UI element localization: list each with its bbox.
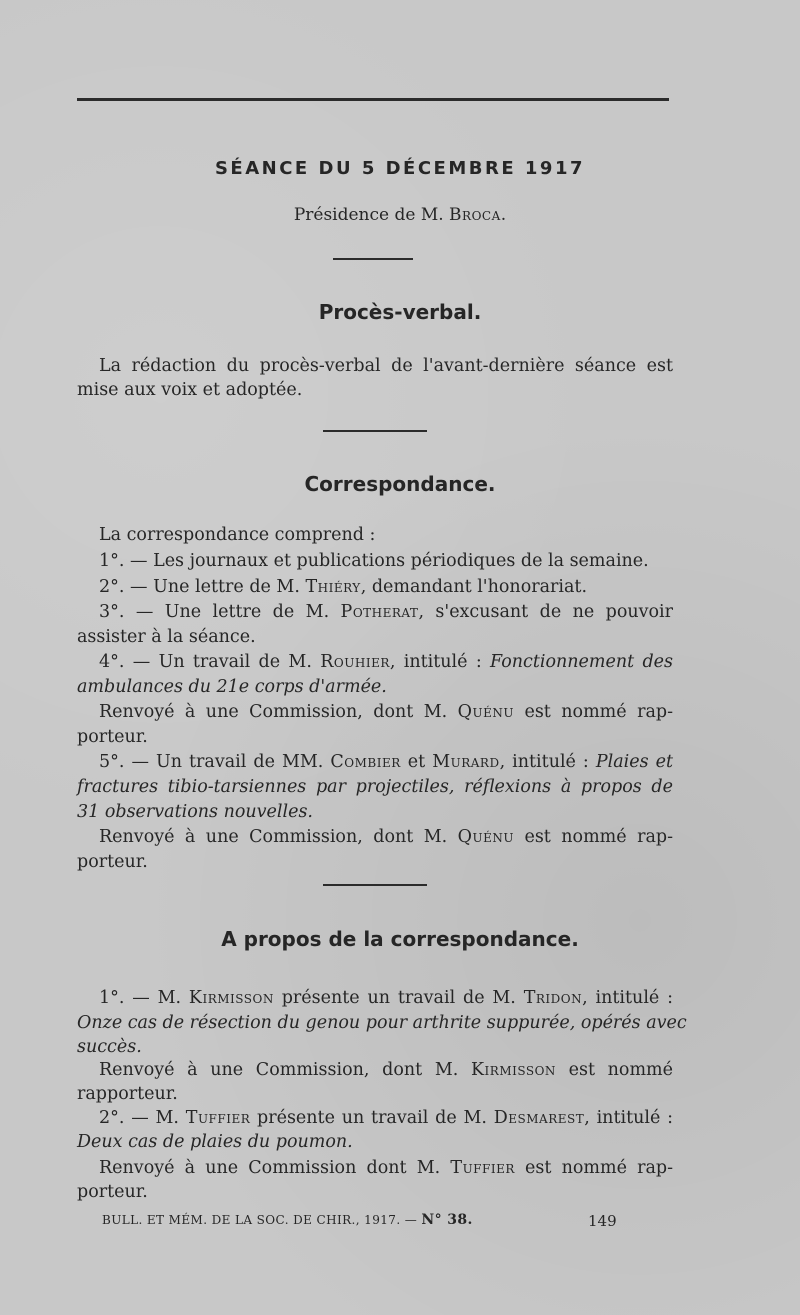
text-span: , demandant l'honorariat.	[360, 577, 588, 597]
person-name: Combier	[330, 752, 401, 772]
divider-rule	[333, 258, 413, 260]
text-span: , intitulé :	[499, 752, 596, 772]
text-span: est nommé rap-	[514, 1158, 674, 1178]
work-title: fractures tibio-tarsiennes par projectiles, réflexions à propos de	[77, 777, 673, 797]
page-footer	[102, 1212, 622, 1228]
correspondance-item-5	[99, 750, 673, 774]
correspondance-line	[99, 825, 673, 849]
person-name: Quénu	[457, 702, 515, 722]
person-name: Rouhier	[320, 652, 390, 672]
text-span: présente un travail de M.	[273, 988, 524, 1008]
divider-rule	[323, 430, 427, 432]
a-propos-line	[77, 1130, 673, 1154]
text-span: 3°. — Une lettre de M.	[99, 602, 341, 622]
text-span: , intitulé :	[582, 988, 673, 1008]
a-propos-line	[77, 1035, 673, 1059]
proces-verbal-line: mise aux voix et adoptée.	[77, 380, 303, 400]
person-name: Thiéry	[305, 577, 361, 597]
president-name: Broca	[449, 205, 501, 225]
correspondance-item-2	[99, 575, 673, 599]
text-span: est nommé	[555, 1060, 673, 1080]
person-name: Kirmisson	[470, 1060, 556, 1080]
proces-verbal-line: La rédaction du procès-verbal de l'avant-dernière séance est	[99, 356, 673, 376]
text-span: , intitulé :	[584, 1108, 673, 1128]
a-propos-line: rapporteur.	[77, 1084, 178, 1104]
a-propos-line	[99, 1058, 673, 1082]
presidence-suffix: .	[500, 205, 507, 225]
text-span: Renvoyé à une Commission, dont M.	[99, 1060, 471, 1080]
correspondance-line: porteur.	[77, 852, 148, 872]
person-name: Quénu	[457, 827, 515, 847]
presidence-line	[0, 205, 800, 225]
person-name: Potherat	[340, 602, 419, 622]
a-propos-item-2	[99, 1106, 673, 1130]
a-propos-line	[99, 1156, 673, 1180]
work-title: Deux cas de plaies du poumon.	[77, 1132, 353, 1152]
person-name: Desmarest	[493, 1108, 585, 1128]
page-number: 149	[588, 1212, 617, 1230]
text-span: Renvoyé à une Commission dont M.	[99, 1158, 451, 1178]
text-span: est nommé rap-	[514, 827, 674, 847]
correspondance-line	[77, 800, 673, 824]
text-span: 5°. — Un travail de MM.	[99, 752, 331, 772]
presidence-prefix: Présidence de M.	[293, 205, 450, 225]
text-span: 4°. — Un travail de M.	[99, 652, 321, 672]
seance-title: SÉANCE DU 5 DÉCEMBRE 1917	[214, 158, 586, 179]
work-title: Plaies et	[595, 752, 673, 772]
correspondance-intro: La correspondance comprend :	[99, 525, 376, 545]
text-span: présente un travail de M.	[250, 1108, 494, 1128]
person-name: Tuffier	[450, 1158, 515, 1178]
text-span: , s'excusant de ne pouvoir	[418, 602, 674, 622]
text-span: 2°. — Une lettre de M.	[99, 577, 306, 597]
person-name: Tridon	[523, 988, 583, 1008]
a-propos-item-1	[99, 986, 673, 1010]
section-heading-a-propos: A propos de la correspondance.	[221, 927, 579, 951]
text-span: , intitulé :	[389, 652, 491, 672]
a-propos-line	[77, 1011, 687, 1035]
work-title: ambulances du 21e corps d'armée.	[77, 677, 387, 697]
text-span: Renvoyé à une Commission, dont M.	[99, 827, 458, 847]
text-span: 1°. — M.	[99, 988, 189, 1008]
correspondance-item-3	[99, 600, 673, 624]
person-name: Kirmisson	[188, 988, 274, 1008]
a-propos-line: porteur.	[77, 1182, 148, 1202]
correspondance-line	[77, 675, 673, 699]
footer-number: N° 38.	[421, 1212, 473, 1228]
divider-rule	[323, 884, 427, 886]
work-title: 31 observations nouvelles.	[77, 802, 313, 822]
work-title: succès.	[77, 1037, 142, 1057]
footer-journal: BULL. ET MÉM. DE LA SOC. DE CHIR., 1917. —	[102, 1213, 422, 1227]
person-name: Tuffier	[185, 1108, 251, 1128]
top-rule	[77, 98, 669, 101]
correspondance-item-4	[99, 650, 673, 674]
work-title: Onze cas de résection du genou pour arthrite suppurée, opérés avec	[77, 1013, 687, 1033]
correspondance-line: porteur.	[77, 727, 148, 747]
correspondance-line: assister à la séance.	[77, 627, 256, 647]
section-heading-correspondance: Correspondance.	[304, 472, 496, 496]
text-span: Renvoyé à une Commission, dont M.	[99, 702, 458, 722]
correspondance-item-1: 1°. — Les journaux et publications périodiques de la semaine.	[99, 551, 649, 571]
correspondance-line	[77, 775, 673, 799]
section-heading-proces-verbal: Procès-verbal.	[318, 300, 482, 324]
text-span: est nommé rap-	[514, 702, 674, 722]
work-title: Fonctionnement des	[490, 652, 673, 672]
text-span: 2°. — M.	[99, 1108, 186, 1128]
text-span: et	[400, 752, 433, 772]
person-name: Murard	[432, 752, 500, 772]
correspondance-line	[99, 700, 673, 724]
